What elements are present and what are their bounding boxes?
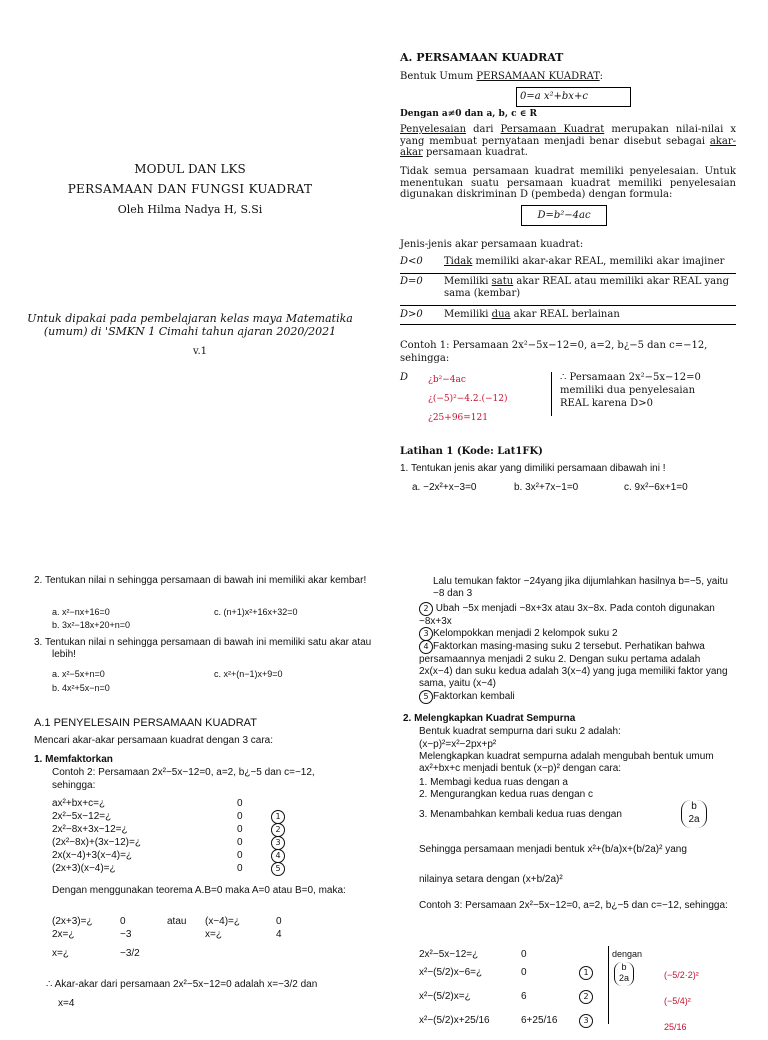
- m1-eq: (2x+3)(x−4)=¿: [52, 863, 116, 874]
- jenis-row: [400, 274, 736, 305]
- latihan-q1-opt-c: c. 9x²−6x+1=0: [624, 482, 688, 493]
- step-5: 5 Faktorkan kembali: [419, 690, 515, 704]
- step-marker: 5: [271, 862, 285, 876]
- akar-conclusion-2: x=4: [58, 998, 75, 1009]
- m1-val: 0: [237, 850, 243, 861]
- c3-eq: x²−(5/2)x−6=¿: [419, 967, 483, 978]
- step-marker: 4: [271, 849, 285, 863]
- tidak-semua-text: Tidak semua persamaan kuadrat memiliki penyelesaian. Untuk menentukan suatu persamaan kuadrat memiliki penyelesaian digunakan diskriminan D (pembeda) dengan formula:: [400, 166, 736, 200]
- m1-eq: 2x²−8x+3x−12=¿: [52, 824, 128, 835]
- step-marker: 2: [579, 990, 593, 1004]
- c3-side-line: (−5/4)²: [664, 996, 691, 1006]
- latihan-q3: 3. Tentukan nilai n sehingga persamaan di bawah ini memiliki satu akar atau lebih!: [34, 637, 372, 660]
- c3-eq: x²−(5/2)x=¿: [419, 991, 471, 1002]
- jenis-desc: Tidak memiliki akar-akar REAL, memiliki akar imajiner: [444, 256, 725, 267]
- c3-row: [419, 948, 609, 966]
- c3-eq: x²−(5/2)x+25/16: [419, 1015, 490, 1026]
- akar-conclusion: ∴ Akar-akar dari persamaan 2x²−5x−12=0 adalah x=−3/2 dan: [46, 979, 318, 990]
- concl-line: ∴ Persamaan 2x²−5x−12=0: [560, 372, 701, 383]
- contoh1-D: D: [400, 372, 409, 383]
- contoh-1: Contoh 1: Persamaan 2x²−5x−12=0, a=2, b¿−5 dan c=−12, sehingga:: [400, 340, 708, 364]
- m1-val: 0: [237, 837, 243, 848]
- cover-note-1: Untuk dipakai pada pembelajaran kelas maya Matematika: [27, 312, 353, 325]
- jenis-desc: Memiliki satu akar REAL atau memiliki akar REAL yang sama (kembar): [444, 276, 729, 299]
- q2-opt-b: b. 3x²−18x+20+n=0: [52, 620, 131, 630]
- jenis-row: [400, 306, 736, 324]
- sol-right-eqs: [205, 915, 240, 941]
- divider: [551, 372, 552, 416]
- q3-opt-b: b. 4x²+5x−n=0: [52, 683, 110, 693]
- jenis-akar-table: [400, 255, 736, 325]
- latihan-q1: 1. Tentukan jenis akar yang dimiliki persamaan dibawah ini !: [400, 463, 666, 474]
- m1-val: 0: [237, 811, 243, 822]
- cover-version: v.1: [192, 346, 207, 357]
- c3-row: [419, 966, 609, 990]
- step-2: 2 Ubah −5x menjadi −8x+3x atau 3x−8x. Pada contoh digunakan −8x+3x: [419, 603, 715, 627]
- c3-row: [419, 990, 609, 1014]
- c3-val: 0: [521, 967, 527, 978]
- latihan-q1-opt-a: a. −2x²+x−3=0: [412, 482, 477, 493]
- jenis-cond: D<0: [400, 256, 423, 267]
- divider: [608, 946, 609, 1024]
- m2-step: 2. Mengurangkan kedua ruas dengan c: [419, 789, 594, 800]
- cover-title-1: MODUL DAN LKS: [134, 162, 246, 176]
- step-4: 4 Faktorkan masing-masing suku 2 tersebut. Perhatikan bahwa persamaannya menjadi 2 suku 2. Dengan suku pertama adalah 2x(x−4) dan suku kedua adalah 3(x−4) yang juga memiliki faktor yang sama, yaitu (x−4): [419, 641, 728, 689]
- jenis-cond: D>0: [400, 309, 423, 320]
- sol-right-vals: [276, 915, 282, 941]
- m1-eq: 2x²−5x−12=¿: [52, 811, 112, 822]
- jenis-row: [400, 255, 736, 273]
- m1-val: 0: [237, 824, 243, 835]
- c3-val: 6: [521, 991, 527, 1002]
- step-marker: 5: [419, 690, 433, 704]
- contoh1-conclusion: [560, 371, 701, 410]
- step-marker: 3: [271, 836, 285, 850]
- sol-eq: 2x=¿: [52, 929, 75, 940]
- m1-eq: (2x²−8x)+(3x−12)=¿: [52, 837, 141, 848]
- latihan-title: Latihan 1 (Kode: Lat1FK): [400, 446, 543, 457]
- m1-row: [52, 797, 312, 810]
- m2-desc: Melengkapkan kuadrat sempurna adalah mengubah bentuk umum ax²+bx+c menjadi bentuk (x−p)² dengan cara:: [419, 751, 714, 774]
- jenis-cond: D=0: [400, 276, 423, 287]
- q3-opt-a: a. x²−5x+n=0: [52, 669, 105, 679]
- b-over-2a-bracket: b 2a: [614, 962, 634, 986]
- sol-eq: x=¿: [52, 948, 69, 959]
- a1-heading: A.1 PENYELESAIN PERSAMAAN KUADRAT: [34, 717, 257, 729]
- m2-intro: Bentuk kuadrat sempurna dari suku 2 adalah:: [419, 726, 621, 737]
- sehingga-persamaan: Sehingga persamaan menjadi bentuk x²+(b/a)x+(b/2a)² yang: [419, 844, 687, 855]
- m2-step: 1. Membagi kedua ruas dengan a: [419, 777, 568, 788]
- sol-left-eqs: [52, 915, 93, 960]
- m1-eq: ax²+bx+c=¿: [52, 798, 106, 809]
- sol-eq: (x−4)=¿: [205, 916, 241, 927]
- sol-val: 4: [276, 929, 282, 940]
- c3-side: [664, 962, 699, 1040]
- section-a-heading: A. PERSAMAAN KUADRAT: [400, 51, 564, 64]
- m2-title: 2. Melengkapkan Kuadrat Sempurna: [403, 713, 576, 724]
- general-formula-box: 0=a x²+bx+c: [516, 87, 631, 107]
- nilainya-text: nilainya setara dengan (x+b/2a)²: [419, 874, 563, 885]
- m1-val: 0: [237, 863, 243, 874]
- atau-label: atau: [167, 916, 187, 927]
- c3-side-line: (−5/2·2)²: [664, 970, 699, 980]
- q2-opt-a: a. x²−nx+16=0: [52, 607, 110, 617]
- c3-val: 6+25/16: [521, 1015, 558, 1026]
- step-marker: 1: [579, 966, 593, 980]
- m1-row: [52, 862, 312, 875]
- m1-title: 1. Memfaktorkan: [34, 754, 113, 765]
- m1-eq: 2x(x−4)+3(x−4)=¿: [52, 850, 133, 861]
- step-marker: 4: [419, 640, 433, 654]
- sol-eq: x=¿: [205, 929, 222, 940]
- step-line: ¿25+96=121: [428, 413, 488, 423]
- m2-steps: [419, 777, 622, 821]
- step-marker: 1: [271, 810, 285, 824]
- q3-opt-c: c. x²+(n−1)x+9=0: [214, 669, 283, 679]
- step-3: 3 Kelompokkan menjadi 2 kelompok suku 2: [419, 627, 618, 641]
- c3-dengan: dengan: [612, 949, 643, 959]
- cover-title-2: PERSAMAAN DAN FUNGSI KUADRAT: [67, 182, 313, 196]
- m2-formula: (x−p)²=x²−2px+p²: [419, 739, 497, 750]
- m2-step: 3. Menambahkan kembali kedua ruas dengan: [419, 809, 622, 820]
- sol-val: 0: [276, 916, 282, 927]
- cover-note-2: (umum) di 'SMKN 1 Cimahi tahun ajaran 2020/2021: [43, 325, 337, 338]
- contoh1-steps: [428, 371, 507, 428]
- q2-opt-c: c. (n+1)x²+16x+32=0: [214, 607, 298, 617]
- m1-steps: [52, 797, 312, 875]
- c3-row: [419, 1014, 609, 1032]
- latihan-q2: 2. Tentukan nilai n sehingga persamaan di bawah ini memiliki akar kembar!: [34, 575, 367, 586]
- contoh-2: Contoh 2: Persamaan 2x²−5x−12=0, a=2, b¿−5 dan c=−12,: [52, 767, 315, 778]
- contoh-2-sehingga: sehingga:: [52, 780, 96, 791]
- penyelesaian-def: Penyelesaian dari Persamaan Kuadrat merupakan nilai-nilai x yang membuat pernyataan menjadi benar disebut sebagai akar-akar persamaan kuadrat.: [400, 124, 737, 158]
- lalu-text: Lalu temukan faktor −24yang jika dijumlahkan hasilnya b=−5, yaitu −8 dan 3: [433, 576, 728, 599]
- m1-row: [52, 810, 312, 823]
- m1-row: [52, 849, 312, 862]
- jenis-desc: Memiliki dua akar REAL berlainan: [444, 309, 620, 320]
- jenis-label: Jenis-jenis akar persamaan kuadrat:: [400, 239, 584, 250]
- concl-line: REAL karena D>0: [560, 398, 653, 409]
- sol-val: −3: [120, 929, 132, 940]
- step-marker: 3: [419, 627, 433, 641]
- step-line: ¿b²−4ac: [428, 375, 466, 385]
- step-line: ¿(−5)²−4.2.(−12): [428, 394, 508, 404]
- a1-intro: Mencari akar-akar persamaan kuadrat dengan 3 cara:: [34, 735, 274, 746]
- m1-row: [52, 823, 312, 836]
- m1-row: [52, 836, 312, 849]
- sol-left-vals: [120, 915, 140, 960]
- c3-steps: [419, 948, 609, 1032]
- bentuk-umum: Bentuk Umum PERSAMAAN KUADRAT:: [400, 71, 604, 82]
- step-marker: 2: [271, 823, 285, 837]
- sol-eq: (2x+3)=¿: [52, 916, 93, 927]
- discriminant-formula-box: D=b²−4ac: [521, 205, 607, 226]
- step-marker: 3: [579, 1014, 593, 1028]
- concl-line: memiliki dua penyelesaian: [560, 385, 696, 396]
- c3-val: 0: [521, 949, 527, 960]
- m1-val: 0: [237, 798, 243, 809]
- c3-side-line: 25/16: [664, 1022, 687, 1032]
- sol-val: −3/2: [120, 948, 140, 959]
- dengan-note: Dengan a≠0 dan a, b, c ∈ R: [400, 109, 537, 119]
- teorema-text: Dengan menggunakan teorema A.B=0 maka A=0 atau B=0, maka:: [52, 885, 346, 896]
- latihan-q1-opt-b: b. 3x²+7x−1=0: [514, 482, 579, 493]
- contoh-3: Contoh 3: Persamaan 2x²−5x−12=0, a=2, b¿−5 dan c=−12, sehingga:: [419, 900, 728, 911]
- c3-eq: 2x²−5x−12=¿: [419, 949, 479, 960]
- sol-val: 0: [120, 916, 126, 927]
- cover-author: Oleh Hilma Nadya H, S.Si: [117, 203, 263, 216]
- b-over-2a-bracket: b 2a: [681, 800, 707, 828]
- step-marker: 2: [419, 602, 433, 616]
